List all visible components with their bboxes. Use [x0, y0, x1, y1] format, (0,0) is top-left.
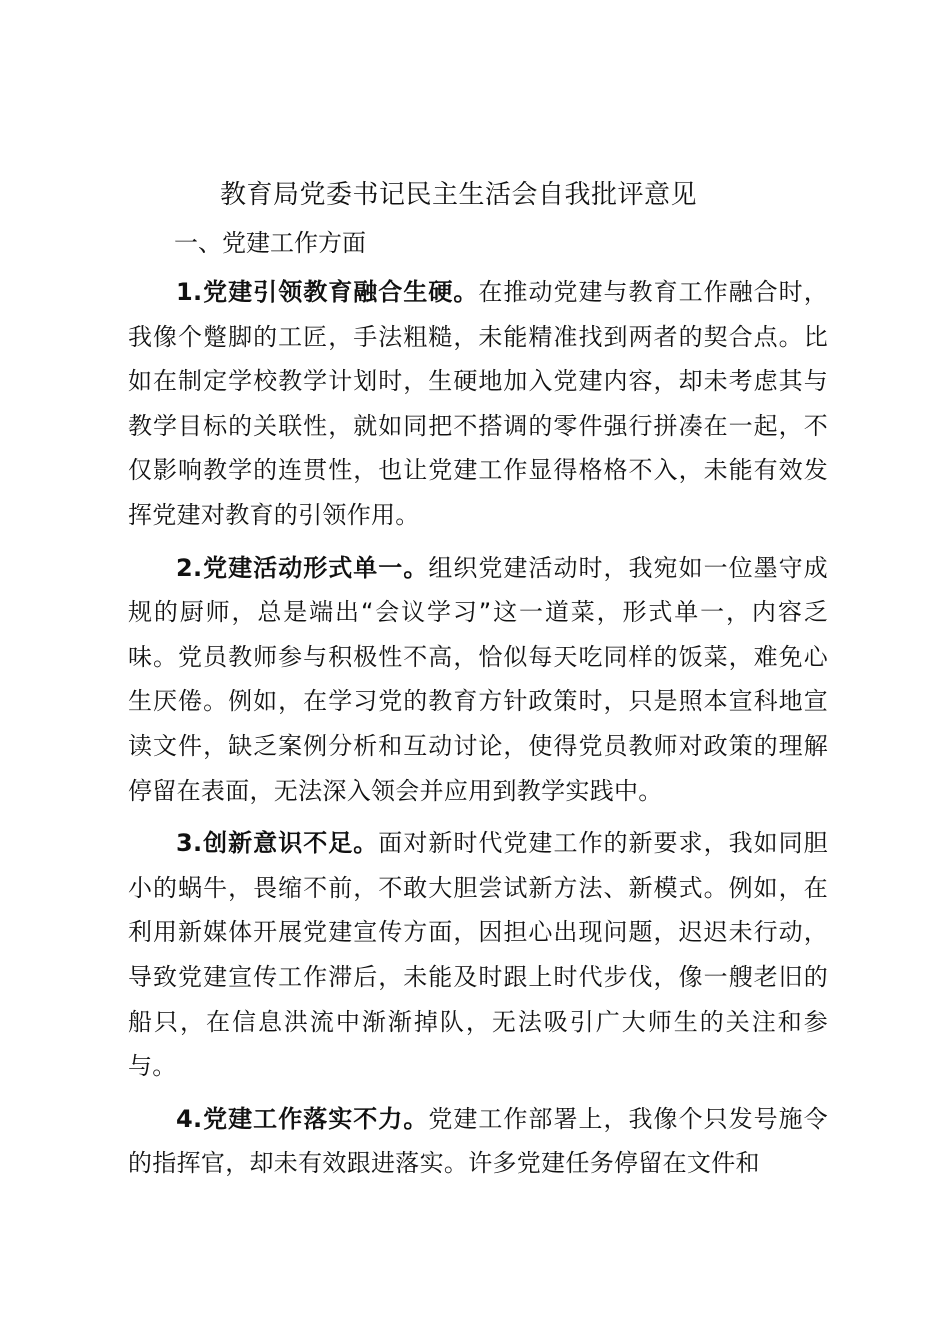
document-title: 教育局党委书记民主生活会自我批评意见 — [220, 180, 698, 210]
paragraph-3-text: 面对新时代党建工作的新要求，我如同胆小的蜗牛，畏缩不前，不敢大胆尝试新方法、新模式。例如，在利用新媒体开展党建宣传方面，因担心出现问题，迟迟未行动，导致党建宣传工作滞后，未能及时跟上时代步伐，像一艘老旧的船只，在信息洪流中渐渐掉队，无法吸引广大师生的关注和参与。 — [128, 829, 828, 1081]
paragraph-4 — [128, 1097, 828, 1186]
paragraph-3-lead: 3.创新意识不足。 — [176, 829, 379, 858]
paragraph-1-text: 在推动党建与教育工作融合时，我像个蹩脚的工匠，手法粗糙，未能精准找到两者的契合点。比如在制定学校教学计划时，生硬地加入党建内容，却未考虑其与教学目标的关联性，就如同把不搭调的零件强行拼凑在一起，不仅影响教学的连贯性，也让党建工作显得格格不入，未能有效发挥党建对教育的引领作用。 — [128, 278, 829, 529]
document-page — [128, 172, 828, 1194]
paragraph-2 — [128, 546, 828, 814]
paragraph-3 — [128, 821, 828, 1089]
paragraph-4-lead: 4.党建工作落实不力。 — [176, 1104, 429, 1133]
section-heading: 一、党建工作方面 — [174, 229, 366, 257]
paragraph-1 — [128, 270, 828, 538]
paragraph-2-lead: 2.党建活动形式单一。 — [176, 553, 429, 582]
paragraph-2-text: 组织党建活动时，我宛如一位墨守成规的厨师，总是端出“会议学习”这一道菜，形式单一，内容乏味。党员教师参与积极性不高，恰似每天吃同样的饭菜，难免心生厌倦。例如，在学习党的教育方针政策时，只是照本宣科地宣读文件，缺乏案例分析和互动讨论，使得党员教师对政策的理解停留在表面，无法深入领会并应用到教学实践中。 — [128, 553, 828, 805]
paragraph-4-text: 党建工作部署上，我像个只发号施令的指挥官，却未有效跟进落实。许多党建任务停留在文件和 — [128, 1104, 828, 1178]
paragraph-1-lead: 1.党建引领教育融合生硬。 — [176, 278, 479, 306]
